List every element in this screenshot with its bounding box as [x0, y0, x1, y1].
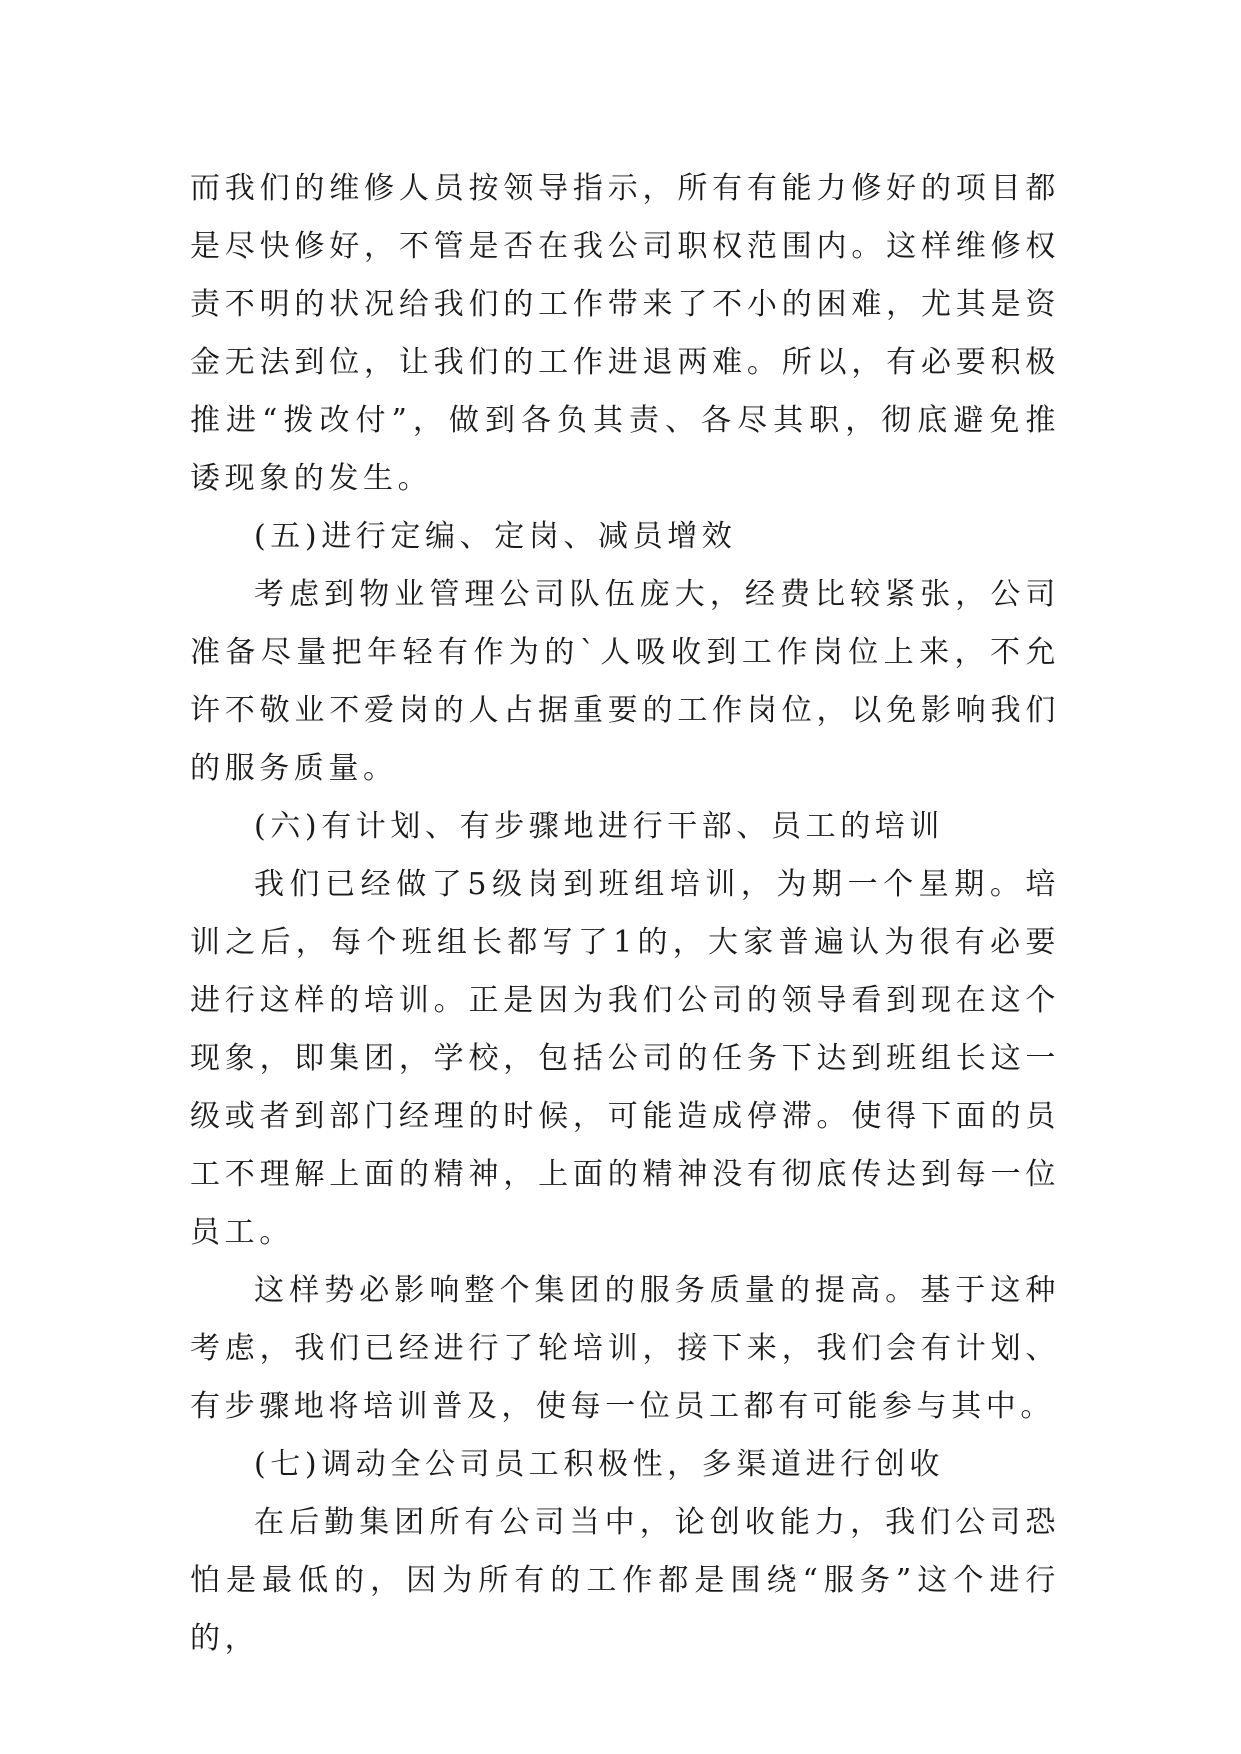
paragraph-training-plan: 这样势必影响整个集团的服务质量的提高。基于这种考虑，我们已经进行了轮培训，接下来，我们会有计划、有步骤地将培训普及，使每一位员工都有可能参与其中。	[190, 1273, 1060, 1424]
section-heading-5: (五)进行定编、定岗、减员增效	[254, 519, 737, 554]
section-heading-6: (六)有计划、有步骤地进行干部、员工的培训	[254, 809, 945, 844]
document-body	[190, 160, 1060, 1668]
paragraph-revenue: 在后勤集团所有公司当中，论创收能力，我们公司恐怕是最低的，因为所有的工作都是围绕“服务”这个进行的，	[190, 1505, 1060, 1656]
paragraph-repair-responsibility: 而我们的维修人员按领导指示，所有有能力修好的项目都是尽快修好，不管是否在我公司职权范围内。这样维修权责不明的状况给我们的工作带来了不小的困难，尤其是资金无法到位，让我们的工作进退两难。所以，有必要积极推进“拨改付”，做到各负其责、各尽其职，彻底避免推诿现象的发生。	[190, 171, 1060, 496]
section-heading-7: (七)调动全公司员工积极性，多渠道进行创收	[254, 1447, 945, 1482]
paragraph-training: 我们已经做了5级岗到班组培训，为期一个星期。培训之后，每个班组长都写了1的，大家普遍认为很有必要进行这样的培训。正是因为我们公司的领导看到现在这个现象，即集团，学校，包括公司的任务下达到班组长这一级或者到部门经理的时候，可能造成停滞。使得下面的员工不理解上面的精神，上面的精神没有彻底传达到每一位员工。	[190, 867, 1060, 1250]
paragraph-staffing: 考虑到物业管理公司队伍庞大，经费比较紧张，公司准备尽量把年轻有作为的`人吸收到工作岗位上来，不允许不敬业不爱岗的人占据重要的工作岗位，以免影响我们的服务质量。	[190, 577, 1060, 786]
